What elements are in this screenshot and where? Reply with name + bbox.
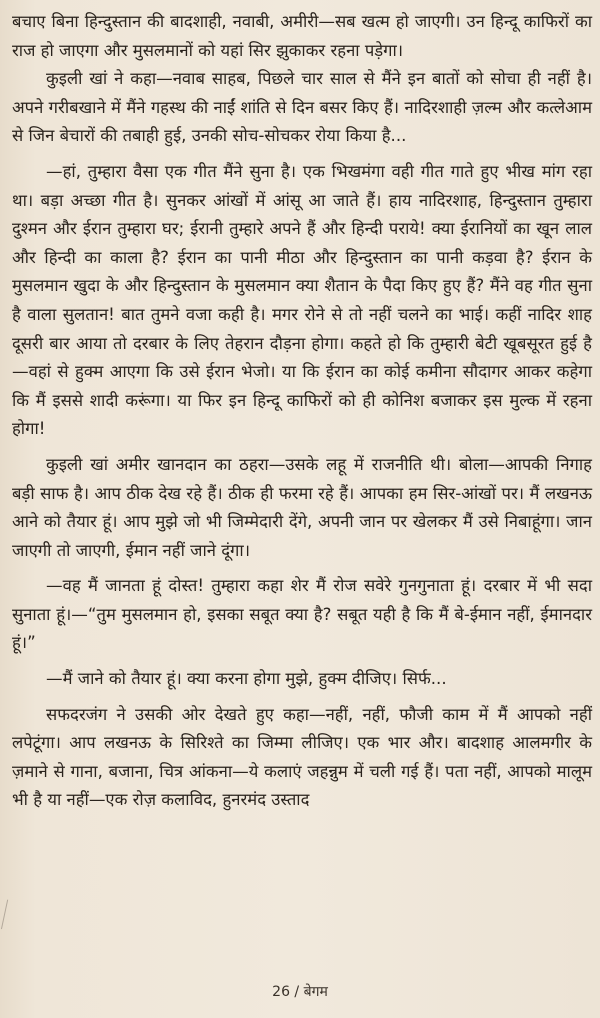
paragraph-3: —हां, तुम्हारा वैसा एक गीत मैंने सुना है। एक भिखमंगा वही गीत गाते हुए भीख मांग रहा था। बड़ा अच्छा गीत है। सुनकर आंखों में आंसू आ जाते हैं। हाय नादिरशाह, हिन्दुस्तान तुम्हारा दुश्मन और ईरान तुम्हारा घर; ईरानी तुम्हारे अपने हैं और हिन्दी पराये! क्या ईरानियों का खून लाल और हिन्दी का काला है? ईरान का पानी मीठा और हिन्दुस्तान का पानी कड़वा है? ईरान के मुसलमान खुदा के और हिन्दुस्तान के मुसलमान क्या शैतान के पैदा किए हुए हैं? मैंने वह गीत सुना है वाला सुलतान! बात तुमने वजा कही है। मगर रोने से तो नहीं चलने का भाई। कहीं नादिर शाह दूसरी बार आया तो दरबार के लिए तेहरान दौड़ना होगा। कहते हो कि तुम्हारी बेटी खूबसूरत हुई है—वहां से हुक्म आएगा कि उसे ईरान भेजो। या कि ईरान का कोई कमीना सौदागर आकर कहेगा कि मैं इससे शादी करूंगा। या फिर इन हिन्दू काफिरों को ही कोनिश बजाकर इस मुल्क में रहना होगा! [12, 161, 592, 439]
page-body [12, 8, 592, 815]
paragraph-4: कुइली खां अमीर खानदान का ठहरा—उसके लहू में राजनीति थी। बोला—आपकी निगाह बड़ी साफ है। आप ठीक देख रहे हैं। ठीक ही फरमा रहे हैं। आपका हम सिर-आंखों पर। मैं लखनऊ आने को तैयार हूं। आप मुझे जो भी जिम्मेदारी देंगे, अपनी जान पर खेलकर मैं उसे निबाहूंगा। जान जाएगी तो जाएगी, ईमान नहीं जाने दूंगा। [12, 454, 592, 560]
paragraph-7: सफदरजंग ने उसकी ओर देखते हुए कहा—नहीं, नहीं, फौजी काम में मैं आपको नहीं लपेटूंगा। आप लखनऊ के सिरिश्ते का जिम्मा लीजिए। एक भार और। बादशाह आलमगीर के ज़माने से गाना, बजाना, चित्र आंकना—ये कलाएं जहन्नुम में चली गई हैं। पता नहीं, आपको मालूम भी है या नहीं—एक रोज़ कलाविद, हुनरमंद उस्ताद [12, 704, 592, 810]
paragraph-5: —वह मैं जानता हूं दोस्त! तुम्हारा कहा शेर मैं रोज सवेरे गुनगुनाता हूं। दरबार में भी सदा सुनाता हूं।—“तुम मुसलमान हो, इसका सबूत क्या है? सबूत यही है कि मैं बे-ईमान नहीं, ईमानदार हूं।” [12, 576, 592, 653]
page-margin-mark [1, 900, 14, 931]
paragraph-2: कुइली खां ने कहा—नवाब साहब, पिछले चार साल से मैंने इन बातों को सोचा ही नहीं है। अपने गरीबखाने में मैंने गहस्थ की नाईं शांति से दिन बसर किए हैं। नादिरशाही ज़ल्म और कत्लेआम से जिन बेचारों की तबाही हुई, उनकी सोच-सोचकर रोया किया है... [12, 69, 592, 146]
paragraph-6: —मैं जाने को तैयार हूं। क्या करना होगा मुझे, हुक्म दीजिए। सिर्फ... [46, 669, 447, 689]
paragraph-1: बचाए बिना हिन्दुस्तान की बादशाही, नवाबी, अमीरी—सब खत्म हो जाएगी। उन हिन्दू काफिरों का राज हो जाएगा और मुसलमानों को यहां सिर झुकाकर रहना पड़ेगा। [12, 12, 592, 60]
page-footer: 26 / बेगम [272, 984, 328, 1000]
